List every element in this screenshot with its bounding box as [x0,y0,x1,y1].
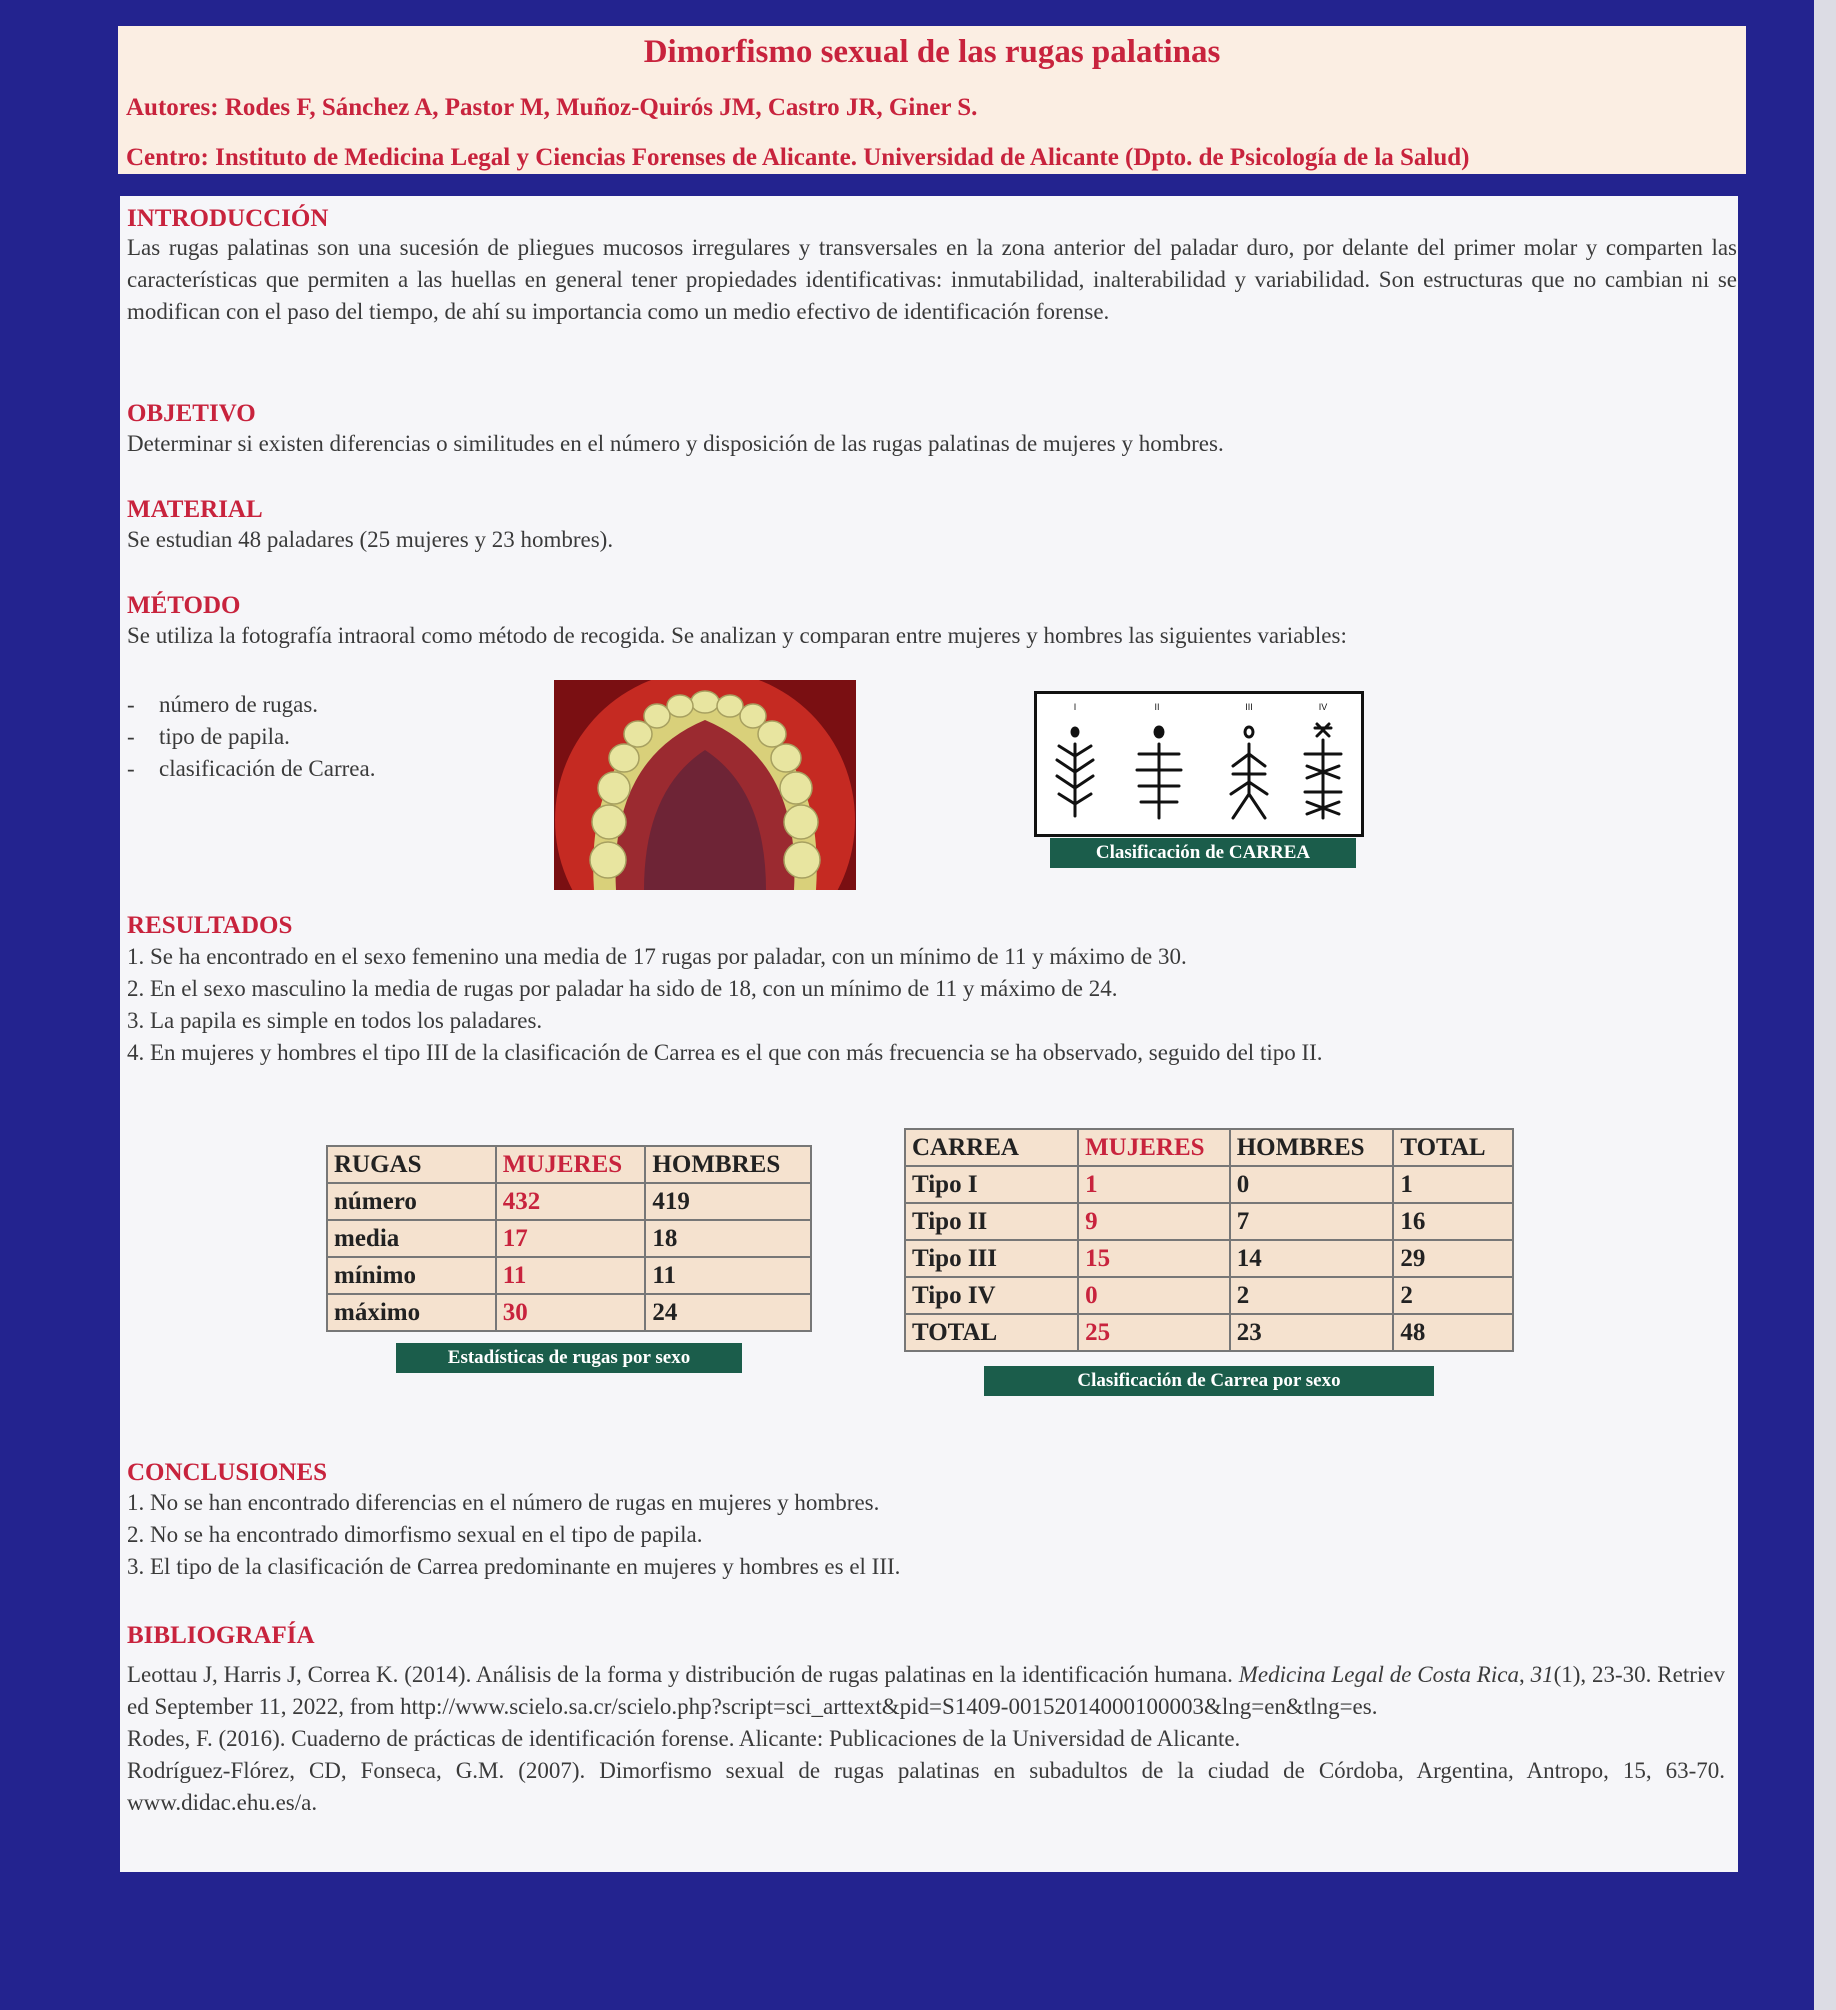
table-cell: 0 [1078,1277,1230,1314]
carrea-classification-figure [1034,691,1364,837]
list-item: 2. En el sexo masculino la media de rugas por paladar ha sido de 18, con un mínimo de 11 y máximo de 24. [127,976,1118,1001]
poster-body [120,196,1738,1872]
carrea-label-2: II [1154,702,1160,712]
table-cell: TOTAL [905,1314,1078,1351]
table-row [327,1183,811,1220]
carrea-label-4: IV [1318,702,1328,712]
table-cell: 14 [1230,1240,1394,1277]
conclusiones-heading: CONCLUSIONES [127,1459,328,1486]
table-cell: 7 [1230,1203,1394,1240]
center-line: Centro: Instituto de Medicina Legal y Ciencias Forenses de Alicante. Universidad de Alicante (Dpto. de Psicología de la Salud) [126,144,1470,171]
table-row [327,1294,811,1331]
objetivo-text: Determinar si existen diferencias o similitudes en el número y disposición de las rugas palatinas de mujeres y hombres. [127,431,1224,456]
list-item: - clasificación de Carrea. [127,756,376,781]
table-cell: Tipo III [905,1240,1078,1277]
table-header-row [905,1129,1513,1166]
table-cell: 25 [1078,1314,1230,1351]
table-cell: 1 [1393,1166,1513,1203]
bibliography [127,1659,1725,1819]
list-item: 1. Se ha encontrado en el sexo femenino una media de 17 rugas por paladar, con un mínimo de 11 y máximo de 30. [127,944,1187,969]
table-cell: Tipo I [905,1166,1078,1203]
table-cell: 18 [645,1220,811,1257]
list-item: 3. La papila es simple en todos los paladares. [127,1008,543,1033]
table-cell: 0 [1230,1166,1394,1203]
list-item: - número de rugas. [127,692,319,717]
resultados-list [127,941,1323,1069]
table-cell: 11 [645,1257,811,1294]
table-header-cell: MUJERES [1078,1129,1230,1166]
table-cell: 16 [1393,1203,1513,1240]
table-header-cell: TOTAL [1393,1129,1513,1166]
wall-edge [1814,0,1836,2010]
list-item: 1. No se han encontrado diferencias en el número de rugas en mujeres y hombres. [127,1490,880,1515]
reference-3: Rodríguez-Flórez, CD, Fonseca, G.M. (2007). Dimorfismo sexual de rugas palatinas en subadultos de la ciudad de Córdoba, Argentina, Antropo, 15, 63-70. www.didac.ehu.es/a. [127,1758,1725,1815]
table-cell: media [327,1220,496,1257]
carrea-type-1-glyph [1057,728,1093,816]
material-text: Se estudian 48 paladares (25 mujeres y 23 hombres). [127,527,614,552]
table-header-cell: HOMBRES [1230,1129,1394,1166]
table-row [905,1166,1513,1203]
carrea-label-3: III [1245,702,1253,712]
table-cell: 11 [496,1257,646,1294]
table-cell: 9 [1078,1203,1230,1240]
intro-text: Las rugas palatinas son una sucesión de pliegues mucosos irregulares y transversales en la zona anterior del paladar duro, por delante del primer molar y comparten las características que permiten a las huellas en general tener propiedades identificativas: inmutabilidad, inalterabilidad y variabilidad. Son estructuras que no cambian ni se modifican con el paso del tiempo, de ahí su importancia como un medio efectivo de identificación forense. [127,235,1737,324]
table-header-cell: CARREA [905,1129,1078,1166]
table-cell: 17 [496,1220,646,1257]
reference-1: Leottau J, Harris J, Correa K. (2014). Análisis de la forma y distribución de rugas palatinas en la identificación humana. Medicina Legal de Costa Rica, 31(1), 23-30. Retrieved September 11, 2022, from http://www.scielo.sa.cr/scielo.php?script=sci_arttext&pid=S1409-00152014000100003&lng=en&tlng=es. [127,1662,1725,1719]
material-heading: MATERIAL [127,496,263,523]
table-row [905,1277,1513,1314]
intraoral-photo [554,680,856,890]
table-cell: 432 [496,1183,646,1220]
variables-list [127,689,375,785]
carrea-type-4-glyph [1305,724,1341,818]
table-cell: número [327,1183,496,1220]
list-item: 3. El tipo de la clasificación de Carrea predominante en mujeres y hombres es el III. [127,1554,901,1579]
table-cell: mínimo [327,1257,496,1294]
table-cell: 48 [1393,1314,1513,1351]
table-row [327,1220,811,1257]
table-row [905,1240,1513,1277]
table-cell: 23 [1230,1314,1394,1351]
table-cell: Tipo IV [905,1277,1078,1314]
table-cell: 419 [645,1183,811,1220]
table-row [327,1257,811,1294]
table-cell: máximo [327,1294,496,1331]
carrea-type-2-glyph [1137,727,1181,818]
table-cell: Tipo II [905,1203,1078,1240]
metodo-heading: MÉTODO [127,592,241,619]
rugas-table-caption: Estadísticas de rugas por sexo [396,1343,742,1373]
table-header-cell: HOMBRES [645,1146,811,1183]
rugas-table [326,1145,812,1332]
table-cell: 15 [1078,1240,1230,1277]
reference-2: Rodes, F. (2016). Cuaderno de prácticas de identificación forense. Alicante: Publicaciones de la Universidad de Alicante. [127,1726,1241,1751]
list-item: - tipo de papila. [127,724,290,749]
bibliografia-heading: BIBLIOGRAFÍA [127,1622,315,1649]
table-row [905,1314,1513,1351]
table-header-cell: MUJERES [496,1146,646,1183]
resultados-heading: RESULTADOS [127,912,293,939]
list-item: 4. En mujeres y hombres el tipo III de la clasificación de Carrea es el que con más frecuencia se ha observado, seguido del tipo II. [127,1040,1323,1065]
table-header-cell: RUGAS [327,1146,496,1183]
list-item: 2. No se ha encontrado dimorfismo sexual en el tipo de papila. [127,1522,703,1547]
carrea-table-caption: Clasificación de Carrea por sexo [984,1366,1434,1396]
table-cell: 2 [1393,1277,1513,1314]
table-header-row [327,1146,811,1183]
metodo-text: Se utiliza la fotografía intraoral como método de recogida. Se analizan y comparan entre mujeres y hombres las siguientes variables: [127,623,1347,648]
intro-heading: INTRODUCCIÓN [127,205,329,232]
table-cell: 2 [1230,1277,1394,1314]
carrea-type-3-glyph [1231,727,1267,818]
conclusiones-list [127,1487,900,1583]
table-row [905,1203,1513,1240]
carrea-label-1: I [1073,702,1077,712]
poster-title: Dimorfismo sexual de las rugas palatinas [643,34,1221,70]
objetivo-heading: OBJETIVO [127,400,256,427]
table-cell: 29 [1393,1240,1513,1277]
table-cell: 1 [1078,1166,1230,1203]
table-cell: 24 [645,1294,811,1331]
authors-line: Autores: Rodes F, Sánchez A, Pastor M, Muñoz-Quirós JM, Castro JR, Giner S. [126,94,978,121]
table-cell: 30 [496,1294,646,1331]
poster-header [118,26,1746,174]
carrea-figure-caption: Clasificación de CARREA [1050,838,1356,868]
carrea-table [904,1128,1514,1352]
